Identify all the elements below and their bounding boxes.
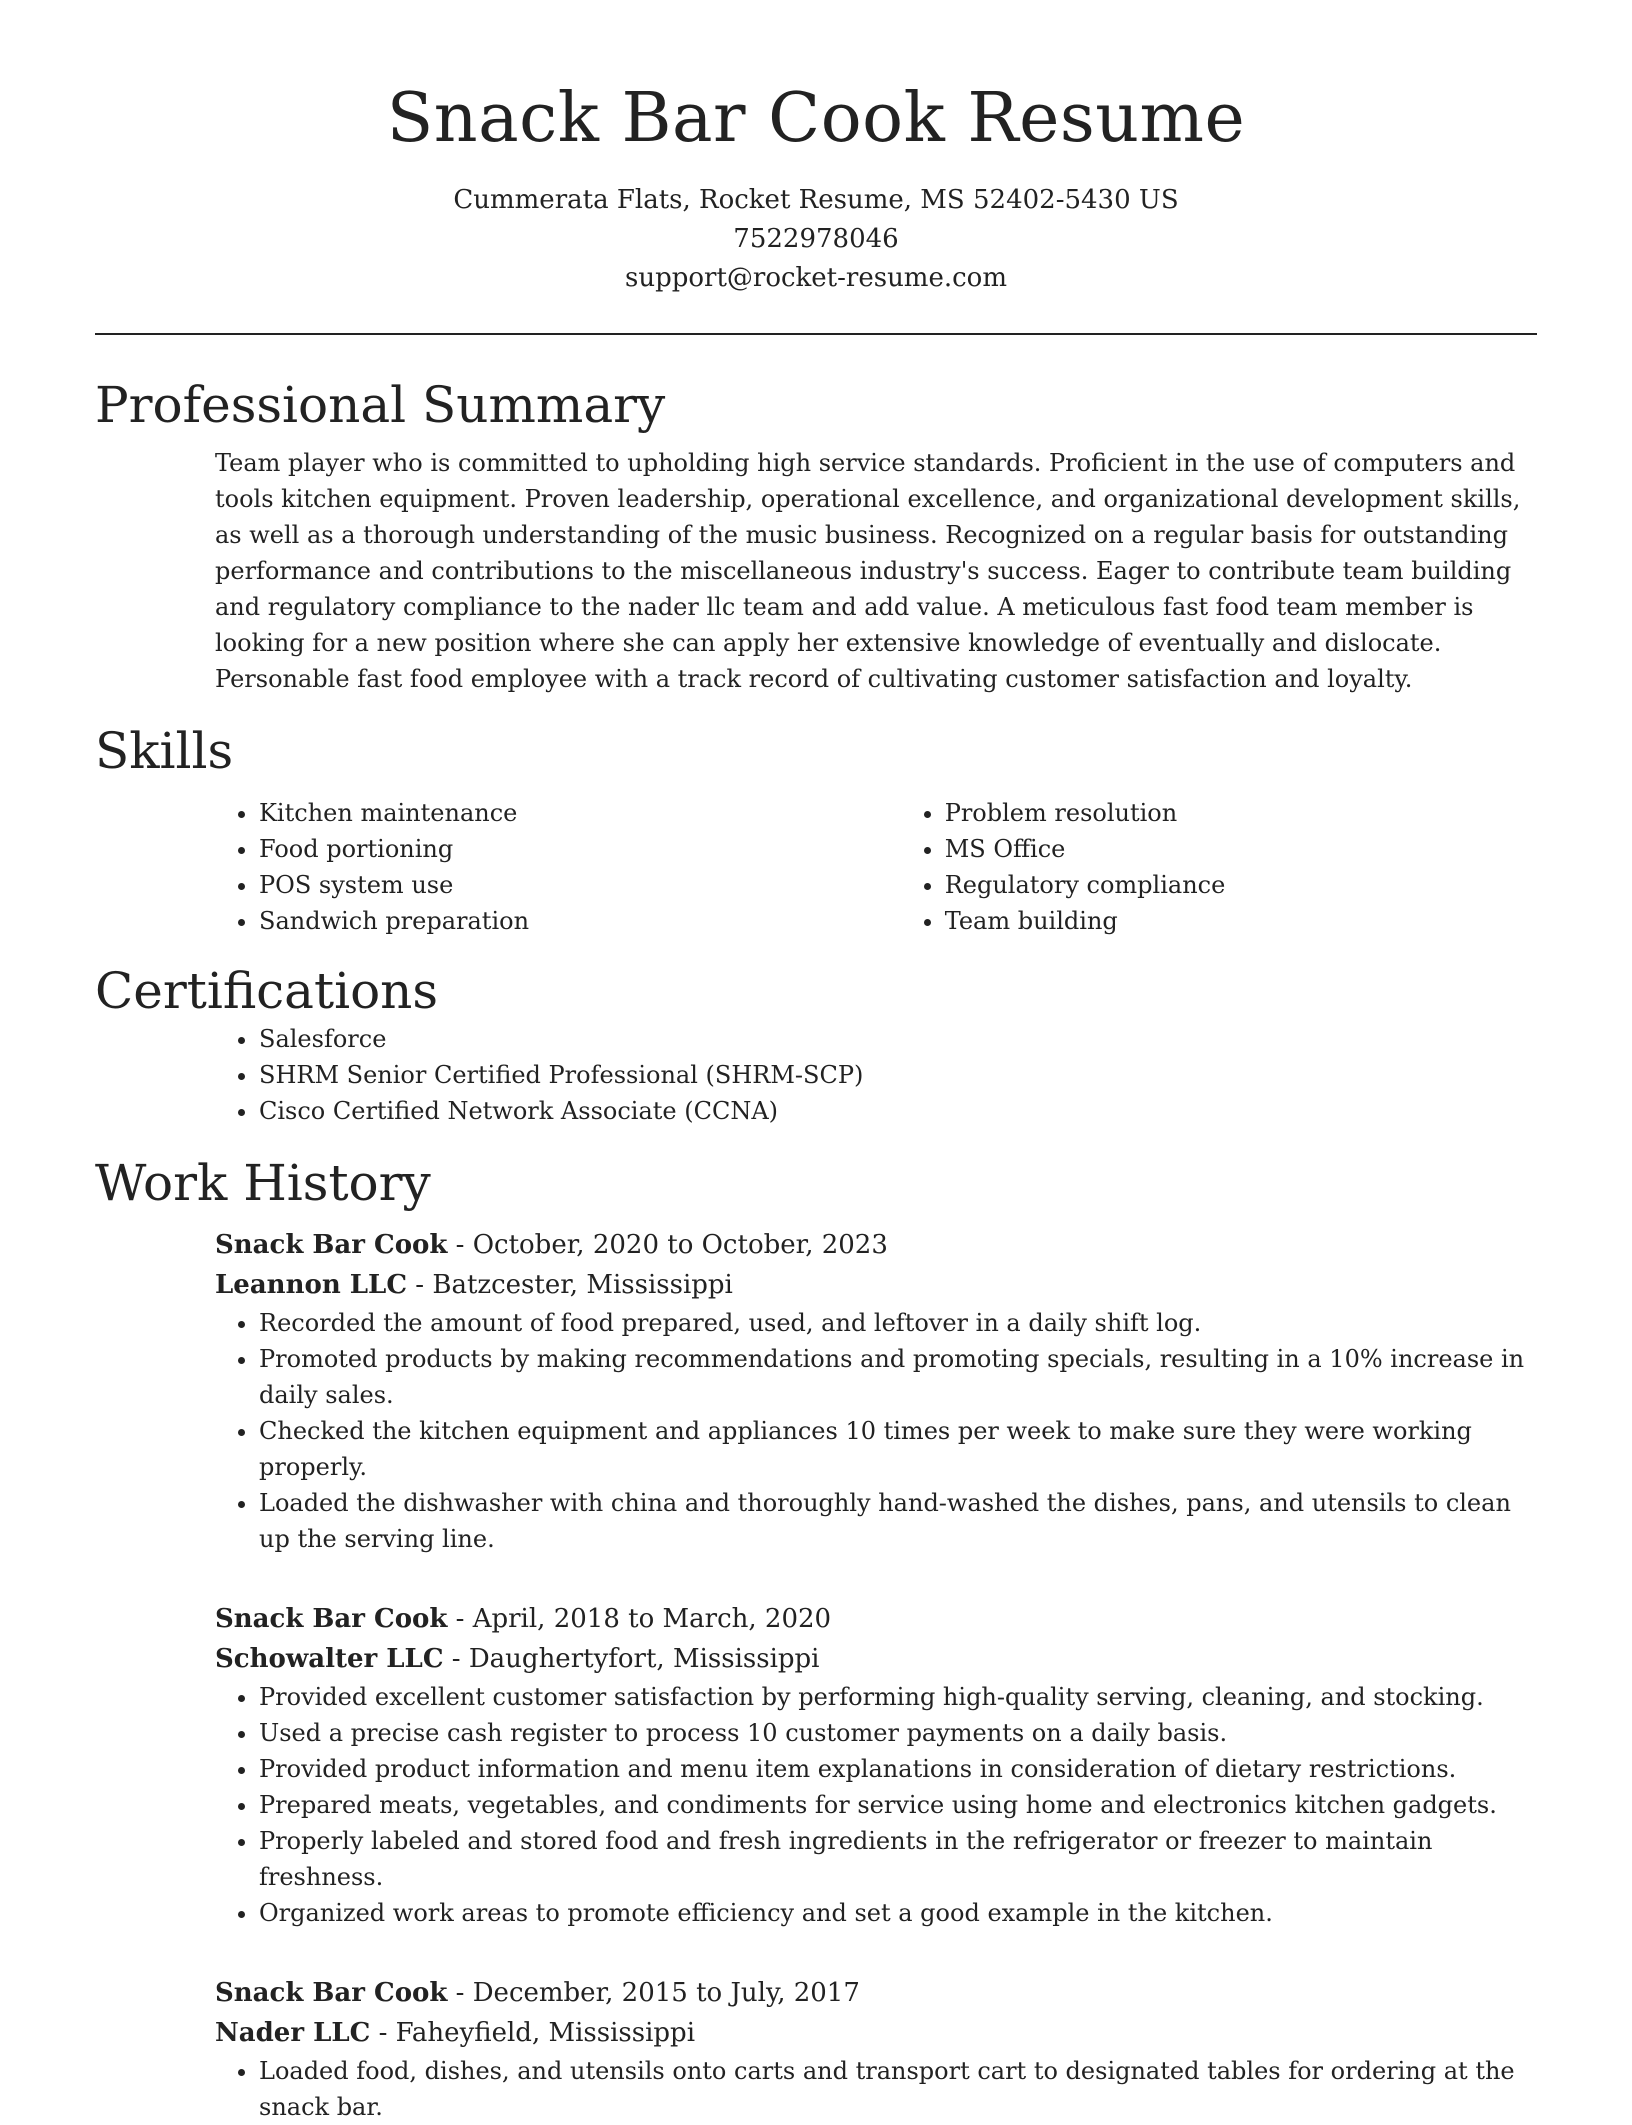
job-duties bbox=[95, 1305, 1537, 1557]
summary-text: Team player who is committed to upholding high service standards. Proficient in the use of computers and tools kitchen equipment. Proven leadership, operational excellence, and organizational development skills, as well as a thorough understanding of the music business. Recognized on a regular basis for outstanding performance and contributions to the miscellaneous industry's success. Eager to contribute team building and regulatory compliance to the nader llc team and add value. A meticulous fast food team member is looking for a new position where she can apply her extensive knowledge of eventually and dislocate. Personable fast food employee with a track record of cultivating customer satisfaction and loyalty. bbox=[215, 448, 1521, 693]
skills-grid bbox=[95, 795, 1537, 939]
duty-item: • Provided excellent customer satisfaction by performing high-quality serving, cleaning, and stocking. bbox=[259, 1679, 1537, 1715]
certification-list bbox=[95, 1021, 1537, 1129]
job-company-line bbox=[215, 2013, 1537, 2053]
job-title: Snack Bar Cook bbox=[215, 1229, 448, 1260]
job-location: - Daughertyfort, Mississippi bbox=[443, 1643, 820, 1674]
certifications-section bbox=[95, 961, 1537, 1129]
resume-header bbox=[95, 0, 1537, 298]
skill-item: • Regulatory compliance bbox=[945, 867, 1537, 903]
duty-item: • Prepared meats, vegetables, and condiments for service using home and electronics kitchen gadgets. bbox=[259, 1787, 1537, 1823]
job-company-line bbox=[215, 1265, 1537, 1305]
duty-item: • Checked the kitchen equipment and appliances 10 times per week to make sure they were working properly. bbox=[259, 1413, 1537, 1485]
duty-item: • Provided product information and menu item explanations in consideration of dietary restrictions. bbox=[259, 1751, 1537, 1787]
phone: 7522978046 bbox=[733, 223, 899, 254]
duty-item: • Promoted products by making recommendations and promoting specials, resulting in a 10% increase in daily sales. bbox=[259, 1341, 1537, 1413]
skill-item: • Kitchen maintenance bbox=[259, 795, 901, 831]
job-title: Snack Bar Cook bbox=[215, 1603, 448, 1634]
certification-item: • Salesforce bbox=[259, 1021, 1537, 1057]
skill-item: • Food portioning bbox=[259, 831, 901, 867]
skills-heading: Skills bbox=[95, 721, 234, 780]
duty-item: • Properly labeled and stored food and fresh ingredients in the refrigerator or freezer to maintain freshness. bbox=[259, 1823, 1537, 1895]
job-entry bbox=[95, 1973, 1537, 2125]
skill-item: • Problem resolution bbox=[945, 795, 1537, 831]
skills-column-1 bbox=[95, 795, 901, 939]
job-company: Leannon LLC bbox=[215, 1269, 408, 1300]
resume-title: Snack Bar Cook Resume bbox=[386, 79, 1246, 158]
job-company: Nader LLC bbox=[215, 2017, 371, 2048]
duty-item: • Loaded the dishwasher with china and thoroughly hand-washed the dishes, pans, and utensils to clean up the serving line. bbox=[259, 1485, 1537, 1557]
duty-item: • Loaded food, dishes, and utensils onto carts and transport cart to designated tables for ordering at the snack bar. bbox=[259, 2053, 1537, 2125]
duty-item: • Organized work areas to promote efficiency and set a good example in the kitchen. bbox=[259, 1895, 1537, 1931]
skill-item: • Sandwich preparation bbox=[259, 903, 901, 939]
duty-item: • Recorded the amount of food prepared, used, and leftover in a daily shift log. bbox=[259, 1305, 1537, 1341]
certification-item: • SHRM Senior Certified Professional (SHRM-SCP) bbox=[259, 1057, 1537, 1093]
job-duties bbox=[95, 1679, 1537, 1931]
work-history-section bbox=[95, 1153, 1537, 2125]
skill-item: • Team building bbox=[945, 903, 1537, 939]
summary-heading: Professional Summary bbox=[95, 375, 666, 434]
job-title-line bbox=[215, 1225, 1537, 1265]
job-title-line bbox=[215, 1599, 1537, 1639]
skills-section bbox=[95, 721, 1537, 939]
job-duties bbox=[95, 2053, 1537, 2125]
job-location: - Batzcester, Mississippi bbox=[407, 1269, 733, 1300]
job-entry bbox=[95, 1225, 1537, 1557]
duty-item: • Used a precise cash register to process 10 customer payments on a daily basis. bbox=[259, 1715, 1537, 1751]
job-title: Snack Bar Cook bbox=[215, 1977, 448, 2008]
job-company-line bbox=[215, 1639, 1537, 1679]
skill-item: • MS Office bbox=[945, 831, 1537, 867]
job-title-line bbox=[215, 1973, 1537, 2013]
certification-item: • Cisco Certified Network Associate (CCNA) bbox=[259, 1093, 1537, 1129]
job-dates: - October, 2020 to October, 2023 bbox=[447, 1229, 888, 1260]
job-entry bbox=[95, 1599, 1537, 1931]
work-history-heading: Work History bbox=[95, 1153, 431, 1212]
job-dates: - April, 2018 to March, 2020 bbox=[447, 1603, 832, 1634]
job-company: Schowalter LLC bbox=[215, 1643, 444, 1674]
address: Cummerata Flats, Rocket Resume, MS 52402-5430 US bbox=[453, 184, 1179, 215]
summary-section bbox=[95, 375, 1537, 697]
skills-column-2 bbox=[901, 795, 1537, 939]
header-divider bbox=[95, 333, 1537, 335]
job-dates: - December, 2015 to July, 2017 bbox=[447, 1977, 860, 2008]
skill-item: • POS system use bbox=[259, 867, 901, 903]
email[interactable]: support@rocket-resume.com bbox=[624, 262, 1007, 293]
certifications-heading: Certifications bbox=[95, 961, 439, 1020]
job-location: - Faheyfield, Mississippi bbox=[370, 2017, 696, 2048]
